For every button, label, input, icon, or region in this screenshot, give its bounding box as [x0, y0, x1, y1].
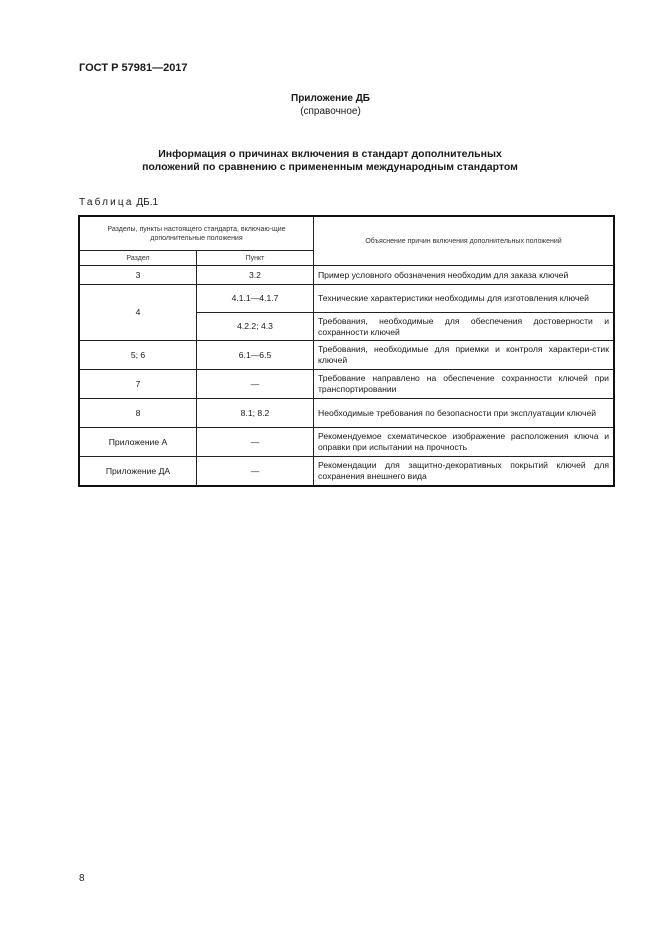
explanation-cell: Требование направлено на обеспечение сохранности ключей при транспортировании [314, 370, 614, 399]
section-cell: 5; 6 [80, 341, 197, 370]
explanation-cell: Рекомендации для защитно-декоративных покрытий ключей для сохранения внешнего вида [314, 457, 614, 486]
explanation-cell: Технические характеристики необходимы для изготовления ключей [314, 285, 614, 313]
clause-cell: 4.2.2; 4.3 [197, 313, 314, 341]
table-header-row [80, 217, 614, 251]
table-row [80, 370, 614, 399]
page-number: 8 [79, 873, 85, 884]
header-clause-cell: Пункт [197, 251, 314, 266]
section-cell: Приложение ДА [80, 457, 197, 486]
table-row [80, 399, 614, 428]
clause-cell: — [197, 370, 314, 399]
section-cell: 3 [80, 266, 197, 285]
table-row [80, 341, 614, 370]
section-cell: 7 [80, 370, 197, 399]
appendix-title: Приложение ДБ [291, 93, 370, 104]
header-section-cell: Раздел [80, 251, 197, 266]
header-group-cell: Разделы, пункты настоящего стандарта, включаю-щие дополнительные положения [80, 217, 314, 251]
clause-cell: 4.1.1—4.1.7 [197, 285, 314, 313]
explanation-cell: Необходимые требования по безопасности при эксплуатации ключей [314, 399, 614, 428]
additions-table [79, 216, 614, 486]
document-code: ГОСТ Р 57981—2017 [79, 62, 188, 74]
section-heading [120, 148, 540, 174]
heading-line-2: положений по сравнению с примененным международным стандартом [142, 161, 518, 173]
table-row [80, 457, 614, 486]
header-explanation-cell: Объяснение причин включения дополнительных положений [314, 217, 614, 266]
section-cell: 8 [80, 399, 197, 428]
table-caption-number: ДБ.1 [136, 197, 159, 208]
explanation-cell: Требования, необходимые для приемки и контроля характери-стик ключей [314, 341, 614, 370]
section-cell: 4 [80, 285, 197, 341]
clause-cell: 3.2 [197, 266, 314, 285]
table-caption-prefix: Таблица [79, 197, 134, 208]
appendix-subtitle: (справочное) [300, 106, 361, 117]
table-caption [79, 197, 158, 208]
explanation-cell: Требования, необходимые для обеспечения достоверности и сохранности ключей [314, 313, 614, 341]
explanation-cell: Рекомендуемое схематическое изображение расположения ключа и оправки при испытании на прочность [314, 428, 614, 457]
table-row [80, 428, 614, 457]
clause-cell: 8.1; 8.2 [197, 399, 314, 428]
clause-cell: 6.1—6.5 [197, 341, 314, 370]
heading-line-1: Информация о причинах включения в стандарт дополнительных [158, 148, 502, 160]
table-row [80, 285, 614, 313]
clause-cell: — [197, 428, 314, 457]
table-row [80, 266, 614, 285]
clause-cell: — [197, 457, 314, 486]
explanation-cell: Пример условного обозначения необходим для заказа ключей [314, 266, 614, 285]
section-cell: Приложение А [80, 428, 197, 457]
